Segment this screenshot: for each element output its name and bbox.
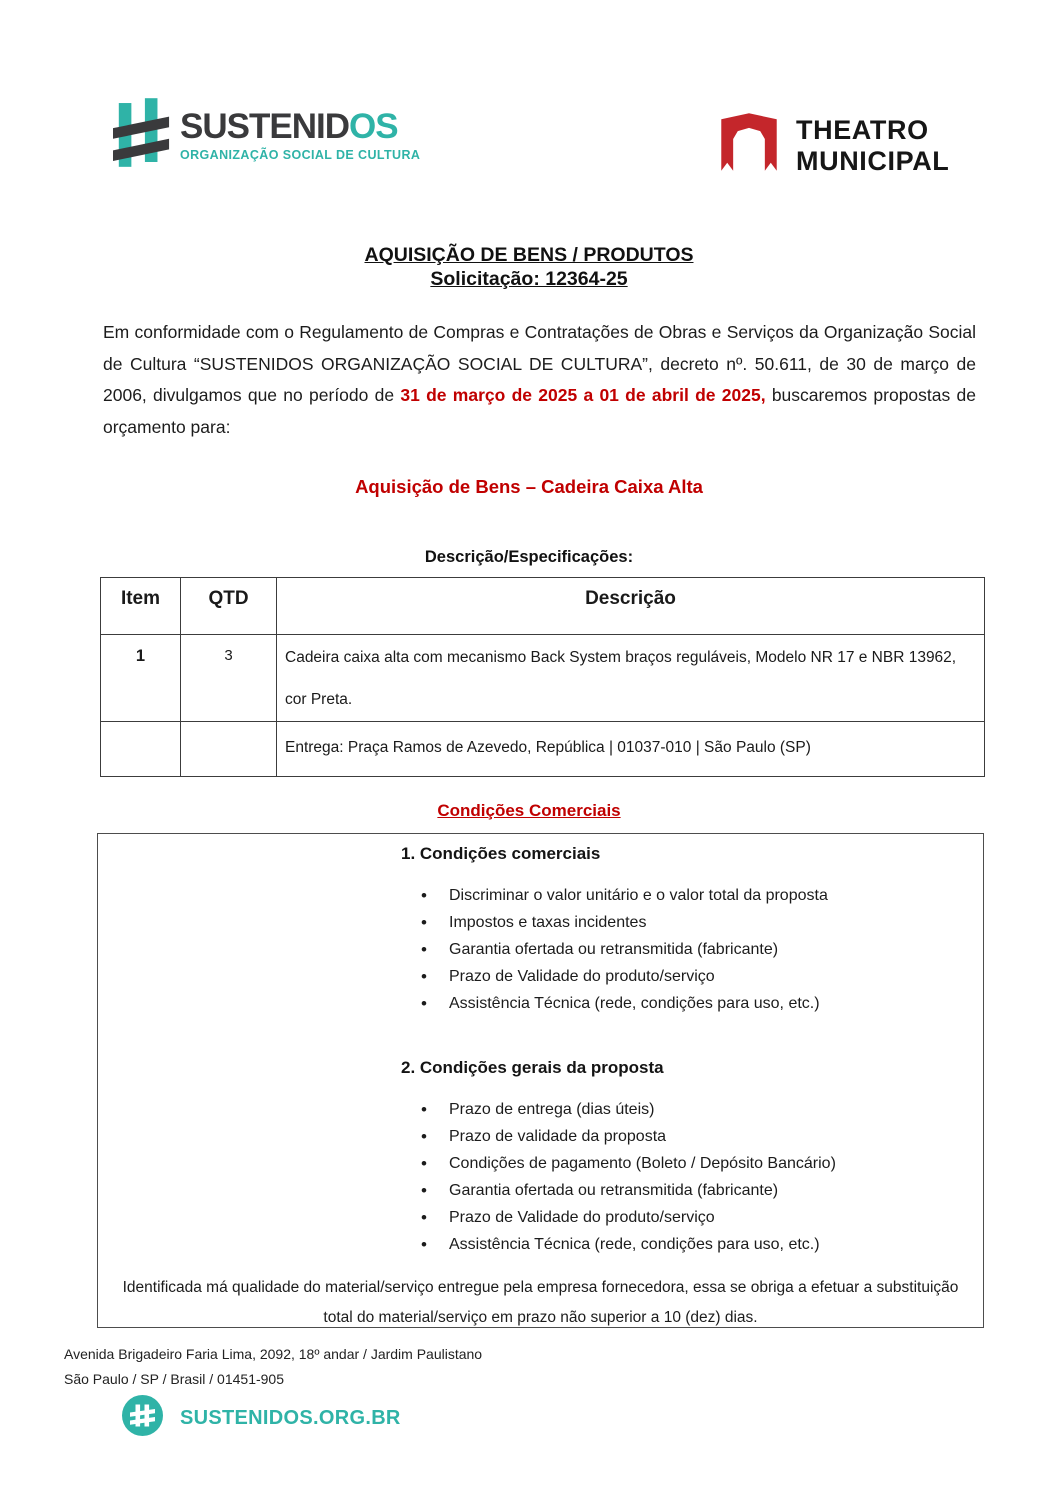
conditions-content (98, 834, 983, 1258)
sustenidos-subtitle: ORGANIZAÇÃO SOCIAL DE CULTURA (180, 147, 421, 162)
list-item: • Impostos e taxas incidentes (401, 909, 963, 936)
date-range-highlight: 31 de março de 2025 a 01 de abril de 2025, (400, 385, 766, 405)
quality-note: Identificada má qualidade do material/serviço entregue pela empresa fornecedora, essa se obriga a efetuar a substituição total do material/serviço em prazo não superior a 10 (dez) dias. (122, 1279, 959, 1326)
site-text: SUSTENIDOS.ORG.BR (180, 1406, 401, 1429)
address-line2: São Paulo / SP / Brasil / 01451-905 (64, 1370, 284, 1387)
table-header-descricao: Descrição (277, 578, 985, 635)
intro-part2: buscaremos propostas de orçamento para: (103, 385, 976, 437)
arch-icon (716, 102, 782, 189)
conditions-title: Condições Comerciais (437, 801, 621, 820)
footer-address (64, 1342, 482, 1391)
item-number-cell (101, 722, 181, 777)
spec-label: Descrição/Especificações: (424, 548, 634, 566)
theatro-line1: THEATRO (796, 114, 929, 145)
list-item: • Garantia ofertada ou retransmitida (fabricante) (401, 1177, 963, 1204)
list-item: • Assistência Técnica (rede, condições para uso, etc.) (401, 1231, 963, 1258)
document-title (0, 243, 1058, 291)
item-number-cell: 1 (101, 635, 181, 722)
description-cell: Cadeira caixa alta com mecanismo Back System braços reguláveis, Modelo NR 17 e NBR 13962, cor Preta. (277, 635, 985, 722)
intro-paragraph (103, 317, 976, 443)
title-line1: AQUISIÇÃO DE BENS / PRODUTOS (364, 244, 694, 266)
conditions-box (97, 833, 984, 1328)
table-row (101, 722, 985, 777)
list-item: • Assistência Técnica (rede, condições para uso, etc.) (401, 990, 963, 1017)
section-1-heading: 1. Condições comerciais (401, 844, 601, 863)
list-item: • Prazo de entrega (dias úteis) (401, 1096, 963, 1123)
table-header-row (101, 578, 985, 635)
quantity-cell: 3 (181, 635, 277, 722)
section-2-list (401, 1096, 963, 1258)
delivery-cell: Entrega: Praça Ramos de Azevedo, República | 01037-010 | São Paulo (SP) (277, 722, 985, 777)
product-title: Aquisição de Bens – Cadeira Caixa Alta (355, 476, 703, 497)
list-item: • Garantia ofertada ou retransmitida (fabricante) (401, 936, 963, 963)
theatro-municipal-logo (716, 102, 949, 189)
list-item: • Prazo de validade da proposta (401, 1123, 963, 1150)
spec-table (100, 577, 985, 777)
sustenidos-wordmark (180, 106, 421, 162)
sustenidos-logo (113, 92, 420, 178)
sustenidos-name: SUSTENIDOS (180, 106, 398, 146)
section-2-heading: 2. Condições gerais da proposta (401, 1058, 664, 1077)
list-item: • Prazo de Validade do produto/serviço (401, 963, 963, 990)
theatro-wordmark (796, 115, 949, 177)
title-line2: Solicitação: 12364-25 (430, 268, 628, 290)
section-1-list (401, 882, 963, 1017)
address-line1: Avenida Brigadeiro Faria Lima, 2092, 18º andar / Jardim Paulistano (64, 1346, 483, 1362)
footer-logo (122, 1395, 401, 1441)
hash-circle-icon (122, 1395, 163, 1441)
hash-icon (113, 90, 171, 181)
theatro-line2: MUNICIPAL (796, 145, 950, 176)
list-item: • Condições de pagamento (Boleto / Depósito Bancário) (401, 1150, 963, 1177)
intro-part1: Em conformidade com o Regulamento de Compras e Contratações de Obras e Serviços da Organização Social de Cultura “SUSTENIDOS ORGANIZAÇÃO SOCIAL DE CULTURA”, decreto nº. 50.611, de 30 de março de 2006, divulgamos que no período de (103, 322, 976, 405)
table-row (101, 635, 985, 722)
list-item: • Discriminar o valor unitário e o valor total da proposta (401, 882, 963, 909)
table-header-qtd: QTD (181, 578, 277, 635)
table-header-item: Item (101, 578, 181, 635)
list-item: • Prazo de Validade do produto/serviço (401, 1204, 963, 1231)
quantity-cell (181, 722, 277, 777)
